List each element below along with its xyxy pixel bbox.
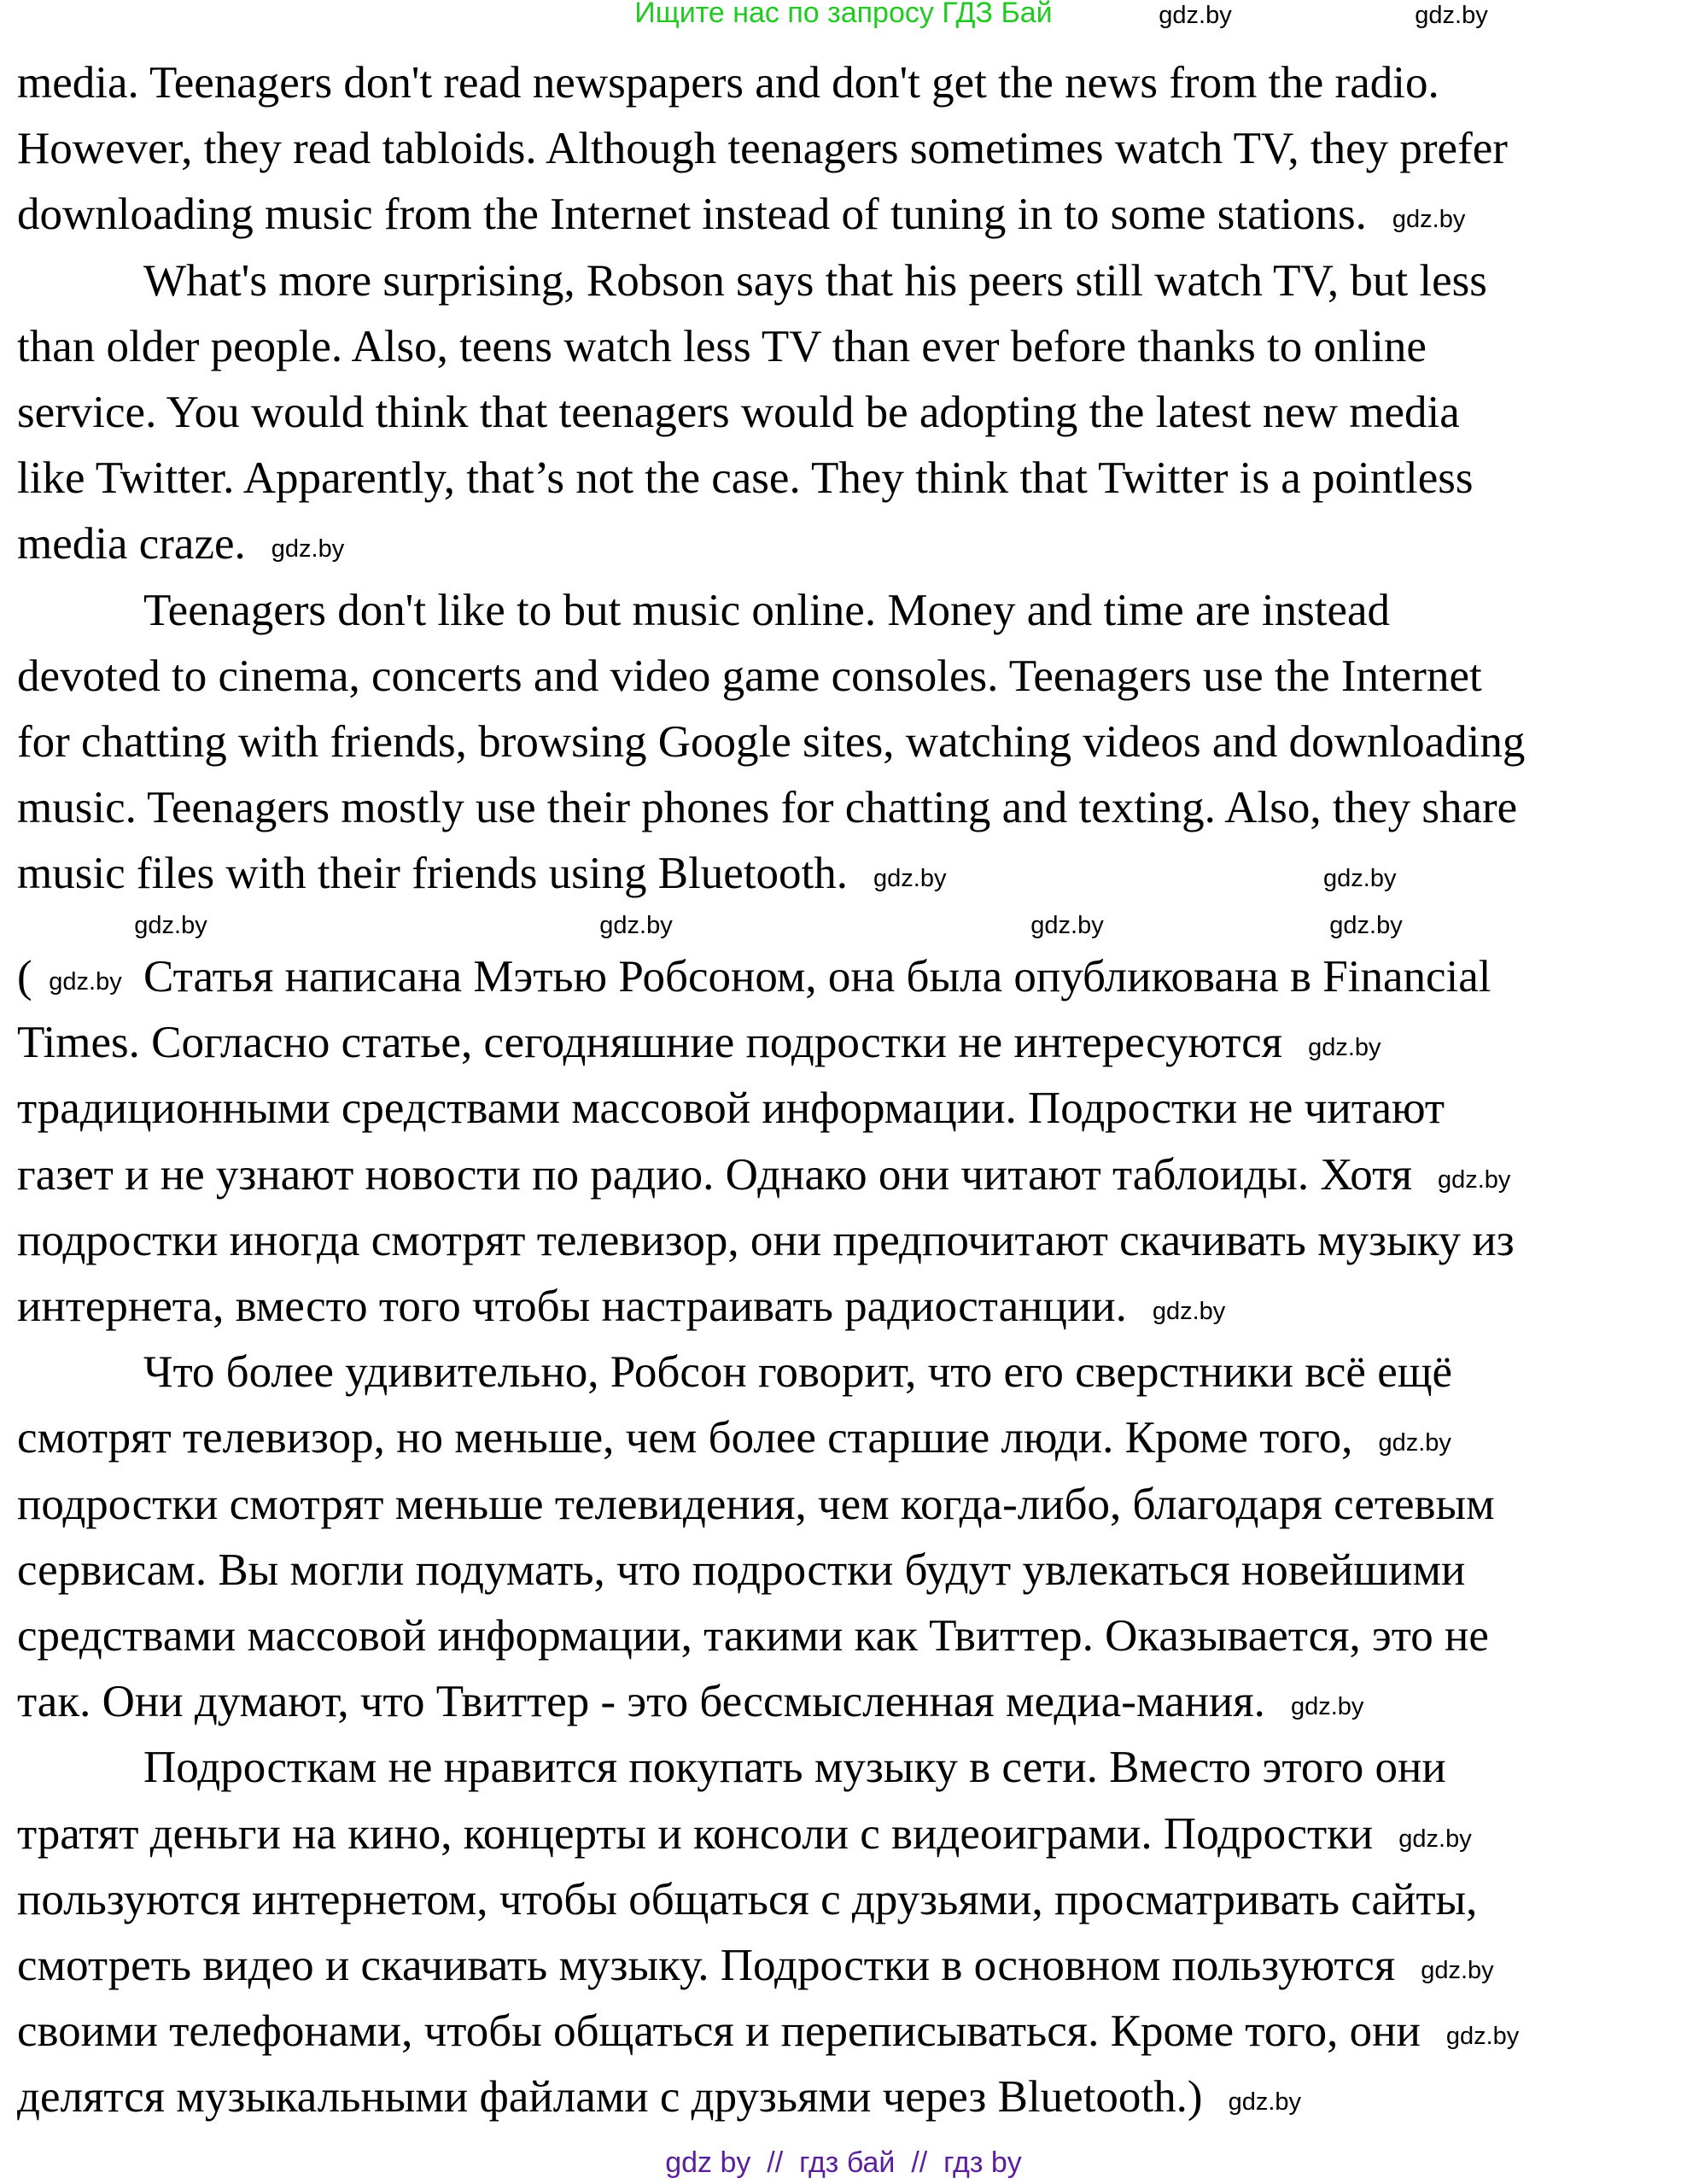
footer-links: gdz by // гдз бай // гдз by <box>665 2146 1022 2179</box>
watermark-text: gdz.by <box>599 912 673 939</box>
text-line: downloading music from the Internet instead of tuning in to some stations. <box>17 190 1367 240</box>
watermark-text: gdz.by <box>49 968 122 996</box>
watermark-text: gdz.by <box>1378 1429 1451 1457</box>
text-line: средствами массовой информации, такими как Твиттер. Оказывается, это не <box>17 1611 1489 1661</box>
text-line: газет и не узнают новости по радио. Однако они читают таблоиды. Хотя <box>17 1149 1412 1200</box>
text-line: than older people. Also, teens watch less TV than ever before thanks to online <box>17 321 1427 371</box>
text-line: подростки смотрят меньше телевидения, чем когда-либо, благодаря сетевым <box>17 1479 1495 1529</box>
text-line: подростки иногда смотрят телевизор, они предпочитают скачивать музыку из <box>17 1215 1515 1265</box>
text-line: music. Teenagers mostly use their phones for chatting and texting. Also, they share <box>17 783 1518 833</box>
watermark-text: gdz.by <box>1392 206 1466 234</box>
text-line: However, they read tabloids. Although teenagers sometimes watch TV, they prefer <box>17 124 1508 174</box>
watermark-text: gdz.by <box>1323 865 1397 893</box>
text-line: Times. Согласно статье, сегодняшние подростки не интересуются <box>17 1018 1283 1068</box>
watermark-text: gdz.by <box>1228 2088 1302 2117</box>
text-line: Подросткам не нравится покупать музыку в сети. Вместо этого они <box>143 1743 1446 1793</box>
text-line: смотреть видео и скачивать музыку. Подростки в основном пользуются <box>17 1941 1396 1990</box>
watermark-text: gdz.by <box>271 535 345 564</box>
text-line: пользуются интернетом, чтобы общаться с друзьями, просматривать сайты, <box>17 1874 1478 1924</box>
header-banner: Ищите нас по запросу ГДЗ Бай <box>634 0 1053 29</box>
text-line: так. Они думают, что Твиттер - это бессмысленная медиа-мания. <box>17 1677 1265 1727</box>
text-line: делятся музыкальными файлами с друзьями через Bluetooth.) <box>17 2072 1203 2123</box>
text-line: своими телефонами, чтобы общаться и переписываться. Кроме того, они <box>17 2006 1421 2057</box>
watermark-text: gdz.by <box>1415 2 1488 29</box>
watermark-text: gdz.by <box>1159 2 1232 29</box>
text-line: like Twitter. Apparently, that’s not the case. They think that Twitter is a pointless <box>17 453 1474 504</box>
text-line: тратят деньги на кино, концерты и консоли с видеоиграми. Подростки <box>17 1808 1374 1859</box>
text-line: Teenagers don't like to but music online. Money and time are instead <box>143 585 1391 635</box>
watermark-text: gdz.by <box>1445 2023 1520 2051</box>
text-line: for chatting with friends, browsing Google sites, watching videos and downloading <box>17 717 1526 767</box>
watermark-text: gdz.by <box>1152 1298 1226 1325</box>
text-line: What's more surprising, Robson says that his peers still watch TV, but less <box>143 255 1487 306</box>
text-line: devoted to cinema, concerts and video game consoles. Teenagers use the Internet <box>17 651 1482 701</box>
text-line: Статья написана Мэтью Робсоном, она была опубликована в Financial <box>143 952 1491 1001</box>
text-line: интернета, вместо того чтобы настраивать радиостанции. <box>17 1282 1127 1331</box>
text-line: сервисам. Вы могли подумать, что подростки будут увлекаться новейшими <box>17 1545 1466 1595</box>
watermark-text: gdz.by <box>134 912 207 939</box>
text-line: media craze. <box>17 519 246 569</box>
watermark-text: gdz.by <box>1290 1693 1364 1721</box>
watermark-text: gdz.by <box>1030 912 1104 939</box>
watermark-text: gdz.by <box>1437 1165 1511 1194</box>
watermark-text: gdz.by <box>1308 1034 1381 1062</box>
text-line: media. Teenagers don't read newspapers and don't get the news from the radio. <box>17 58 1439 108</box>
text-line: Что более удивительно, Робсон говорит, что его сверстники всё ещё <box>143 1347 1453 1398</box>
watermark-text: gdz.by <box>873 865 947 893</box>
watermark-text: gdz.by <box>1421 1957 1494 1984</box>
watermark-text: gdz.by <box>1329 912 1403 939</box>
text-line: традиционными средствами массовой информации. Подростки не читают <box>17 1083 1445 1134</box>
watermark-text: gdz.by <box>1398 1825 1472 1853</box>
open-parenthesis: ( <box>17 952 32 1001</box>
text-line: service. You would think that teenagers would be adopting the latest new media <box>17 388 1460 437</box>
text-line: смотрят телевизор, но меньше, чем более старшие люди. Кроме того, <box>17 1413 1353 1463</box>
text-line: music files with their friends using Bluetooth. <box>17 849 849 899</box>
